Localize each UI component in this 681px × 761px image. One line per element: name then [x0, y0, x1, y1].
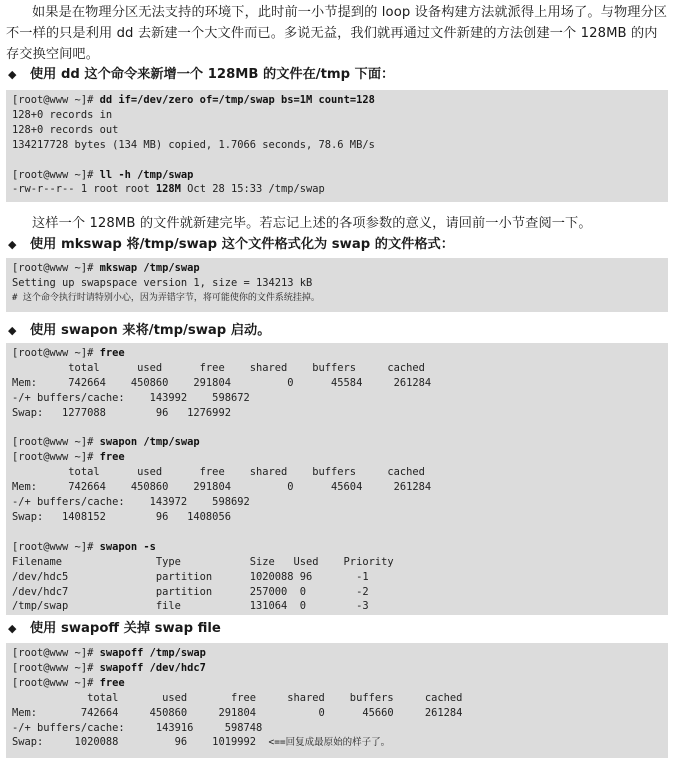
- swapon-s-output: Filename Type Size Used Priority /dev/hdc5 partition 1020088 96 -1 /dev/hdc7 partition 257000 0 -2 /tmp/swap file 131064 0 -3: [12, 555, 394, 613]
- bullet-dd-text: 使用 dd 这个命令来新增一个 128MB 的文件在/tmp 下面：: [30, 67, 395, 82]
- shell-prompt: [root@www ~]#: [12, 647, 100, 659]
- intro-paragraph: 如果是在物理分区无法支持的环境下，此时前一小节提到的 loop 设备构建方法就派得上用场了。与物理分区不一样的只是利用 dd 去新建一个大文件而已。多说无益，我们就再通过文件新建的方法创建一个 128MB 的内存交换空间吧。: [6, 5, 668, 62]
- bullet-dd: [8, 66, 668, 84]
- shell-prompt: [root@www ~]#: [12, 347, 100, 359]
- bullet-diamond-icon: ◆: [8, 324, 17, 337]
- ll-output-suffix: Oct 28 15:33 /tmp/swap: [180, 183, 325, 196]
- code-block-dd: [6, 90, 668, 202]
- free-command: free: [99, 676, 125, 689]
- mkswap-output: Setting up swapspace version 1, size = 134213 kB: [12, 276, 313, 289]
- bullet-swapon: [8, 322, 668, 340]
- bullet-swapon-text: 使用 swapon 来将/tmp/swap 启动。: [30, 323, 271, 338]
- shell-prompt: [root@www ~]#: [12, 451, 100, 464]
- dd-output: 128+0 records in 128+0 records out 134217728 bytes (134 MB) copied, 1.7066 seconds, 78.6 MB/s: [12, 108, 375, 151]
- free-output-before: total used free shared buffers cached Mem: 742664 450860 291804 0 45584 261284 -/+ buffers/cache: 143992 598672 Swap: 1277088 96 1276992: [12, 361, 432, 419]
- bullet-diamond-icon: ◆: [8, 238, 17, 251]
- shell-prompt: [root@www ~]#: [12, 661, 100, 674]
- code-block-mkswap: [6, 258, 668, 312]
- bullet-mkswap-text: 使用 mkswap 将/tmp/swap 这个文件格式化为 swap 的文件格式：: [30, 237, 454, 252]
- ll-output-prefix: -rw-r--r-- 1 root root: [12, 183, 156, 196]
- ll-output-size: 128M: [155, 183, 181, 196]
- swapoff-command-1: swapoff /tmp/swap: [99, 647, 206, 659]
- code-block-swapon: [6, 343, 668, 615]
- dd-command: dd if=/dev/zero of=/tmp/swap bs=1M count=128: [99, 94, 375, 106]
- bullet-diamond-icon: ◆: [8, 622, 17, 635]
- mkswap-code: [12, 261, 662, 291]
- bullet-mkswap: [8, 236, 668, 254]
- shell-prompt: [root@www ~]#: [12, 436, 100, 449]
- dd-code: [12, 93, 662, 197]
- free-command: free: [99, 347, 125, 359]
- mid-paragraph: 这样一个 128MB 的文件就新建完毕。若忘记上述的各项参数的意义，请回前一小节查阅一下。: [32, 216, 592, 231]
- swapoff-code: [12, 646, 662, 751]
- code-block-swapoff: [6, 643, 668, 758]
- swapoff-note: <==回复成最原始的样子了。: [268, 737, 391, 749]
- free-output-final: total used free shared buffers cached Mem: 742664 450860 291804 0 45660 261284 -/+ buffers/cache: 143916 598748 Swap: 1020088 96 1019992: [12, 691, 463, 749]
- mkswap-command: mkswap /tmp/swap: [99, 262, 200, 274]
- swapoff-command-2: swapoff /dev/hdc7: [99, 661, 206, 674]
- bullet-diamond-icon: ◆: [8, 68, 17, 81]
- shell-prompt: [root@www ~]#: [12, 94, 100, 106]
- shell-prompt: [root@www ~]#: [12, 262, 100, 274]
- swapon-s-command: swapon -s: [99, 540, 156, 553]
- free-command: free: [99, 451, 125, 464]
- swapon-code: [12, 346, 662, 614]
- ll-command: ll -h /tmp/swap: [99, 168, 194, 181]
- free-output-after: total used free shared buffers cached Mem: 742664 450860 291804 0 45604 261284 -/+ buffers/cache: 143972 598692 Swap: 1408152 96 1408056: [12, 466, 432, 523]
- shell-prompt: [root@www ~]#: [12, 676, 100, 689]
- swapon-command: swapon /tmp/swap: [99, 436, 200, 449]
- shell-prompt: [root@www ~]#: [12, 540, 100, 553]
- bullet-swapoff-text: 使用 swapoff 关掉 swap file: [30, 621, 221, 636]
- mkswap-warning: # 这个命令执行时请特别小心，因为弄错字节，将可能使你的文件系统挂掉。: [12, 292, 320, 303]
- bullet-swapoff: [8, 620, 668, 638]
- shell-prompt: [root@www ~]#: [12, 168, 100, 181]
